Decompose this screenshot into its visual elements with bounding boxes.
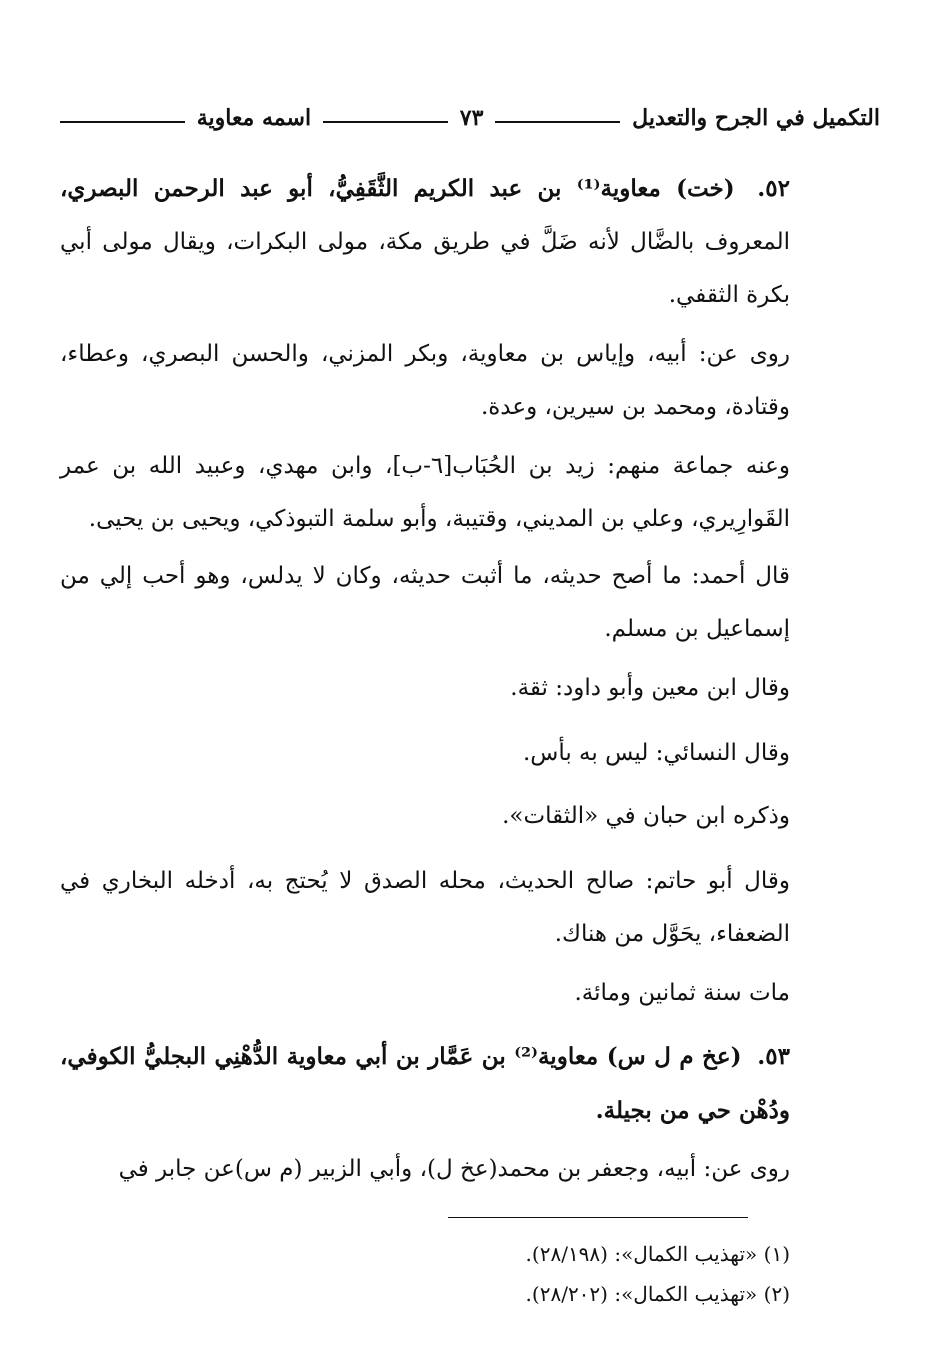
paragraph bbox=[60, 967, 790, 1020]
entry-number: ٥٣. bbox=[757, 1043, 790, 1070]
paragraph-text: وذكره ابن حبان في «الثقات». bbox=[502, 803, 790, 829]
entry-number: ٥٢. bbox=[757, 175, 791, 202]
header-rule bbox=[495, 121, 620, 123]
paragraph bbox=[60, 662, 790, 715]
entry-heading: (عخ م ل س) معاوية⁽²⁾ بن عَمَّار بن أبي معاوية الدُّهْنِي البجليُّ الكوفي، ودُهْن حي من بجيلة. bbox=[60, 1043, 790, 1124]
running-header bbox=[60, 96, 880, 140]
footnote: (٢) «تهذيب الكمال»: (٢٨/٢٠٢). bbox=[525, 1282, 790, 1306]
section-title: اسمه معاوية bbox=[196, 105, 312, 131]
paragraph-text: مات سنة ثمانين ومائة. bbox=[574, 980, 790, 1006]
entry-text: المعروف بالضَّال لأنه ضَلَّ في طريق مكة، مولى البكرات، ويقال مولى أبي بكرة الثقفي. bbox=[60, 229, 790, 308]
paragraph-text: روى عن: أبيه، وإياس بن معاوية، وبكر المزني، والحسن البصري، وعطاء، وقتادة، ومحمد بن سيرين، وعدة. bbox=[60, 341, 790, 420]
paragraph-text: وقال ابن معين وأبو داود: ثقة. bbox=[510, 675, 790, 701]
header-rule bbox=[60, 121, 185, 123]
footnote-separator bbox=[448, 1217, 748, 1218]
entry-heading: (خت) معاوية⁽¹⁾ بن عبد الكريم الثَّقَفِيُّ، أبو عبد الرحمن البصري، bbox=[60, 175, 735, 202]
paragraph bbox=[60, 328, 790, 434]
paragraph bbox=[60, 550, 790, 656]
paragraph bbox=[60, 790, 790, 843]
paragraph-text: وقال النسائي: ليس به بأس. bbox=[522, 740, 790, 766]
paragraph bbox=[60, 855, 790, 961]
paragraph bbox=[60, 727, 790, 780]
paragraph-text: روى عن: أبيه، وجعفر بن محمد(عخ ل)، وأبي الزبير (م س)عن جابر في bbox=[118, 1156, 790, 1182]
header-rule bbox=[323, 121, 448, 123]
page-number: ٧٣ bbox=[459, 105, 484, 131]
footnote: (١) «تهذيب الكمال»: (٢٨/١٩٨). bbox=[525, 1242, 790, 1266]
entry-52 bbox=[60, 162, 790, 322]
paragraph bbox=[60, 1143, 790, 1196]
paragraph-text: قال أحمد: ما أصح حديثه، ما أثبت حديثه، وكان لا يدلس، وهو أحب إلي من إسماعيل بن مسلم. bbox=[60, 563, 790, 642]
entry-53 bbox=[60, 1030, 790, 1138]
book-title: التكميل في الجرح والتعديل bbox=[632, 105, 880, 131]
paragraph bbox=[60, 440, 790, 546]
paragraph-text: وعنه جماعة منهم: زيد بن الحُبَاب[٦-ب]، وابن مهدي، وعبيد الله بن عمر القَوارِيري، وعلي بن المديني، وقتيبة، وأبو سلمة التبوذكي، ويحيى بن يحيى. bbox=[60, 453, 791, 532]
paragraph-text: وقال أبو حاتم: صالح الحديث، محله الصدق لا يُحتج به، أدخله البخاري في الضعفاء، يحَوَّل من هناك. bbox=[60, 868, 790, 947]
